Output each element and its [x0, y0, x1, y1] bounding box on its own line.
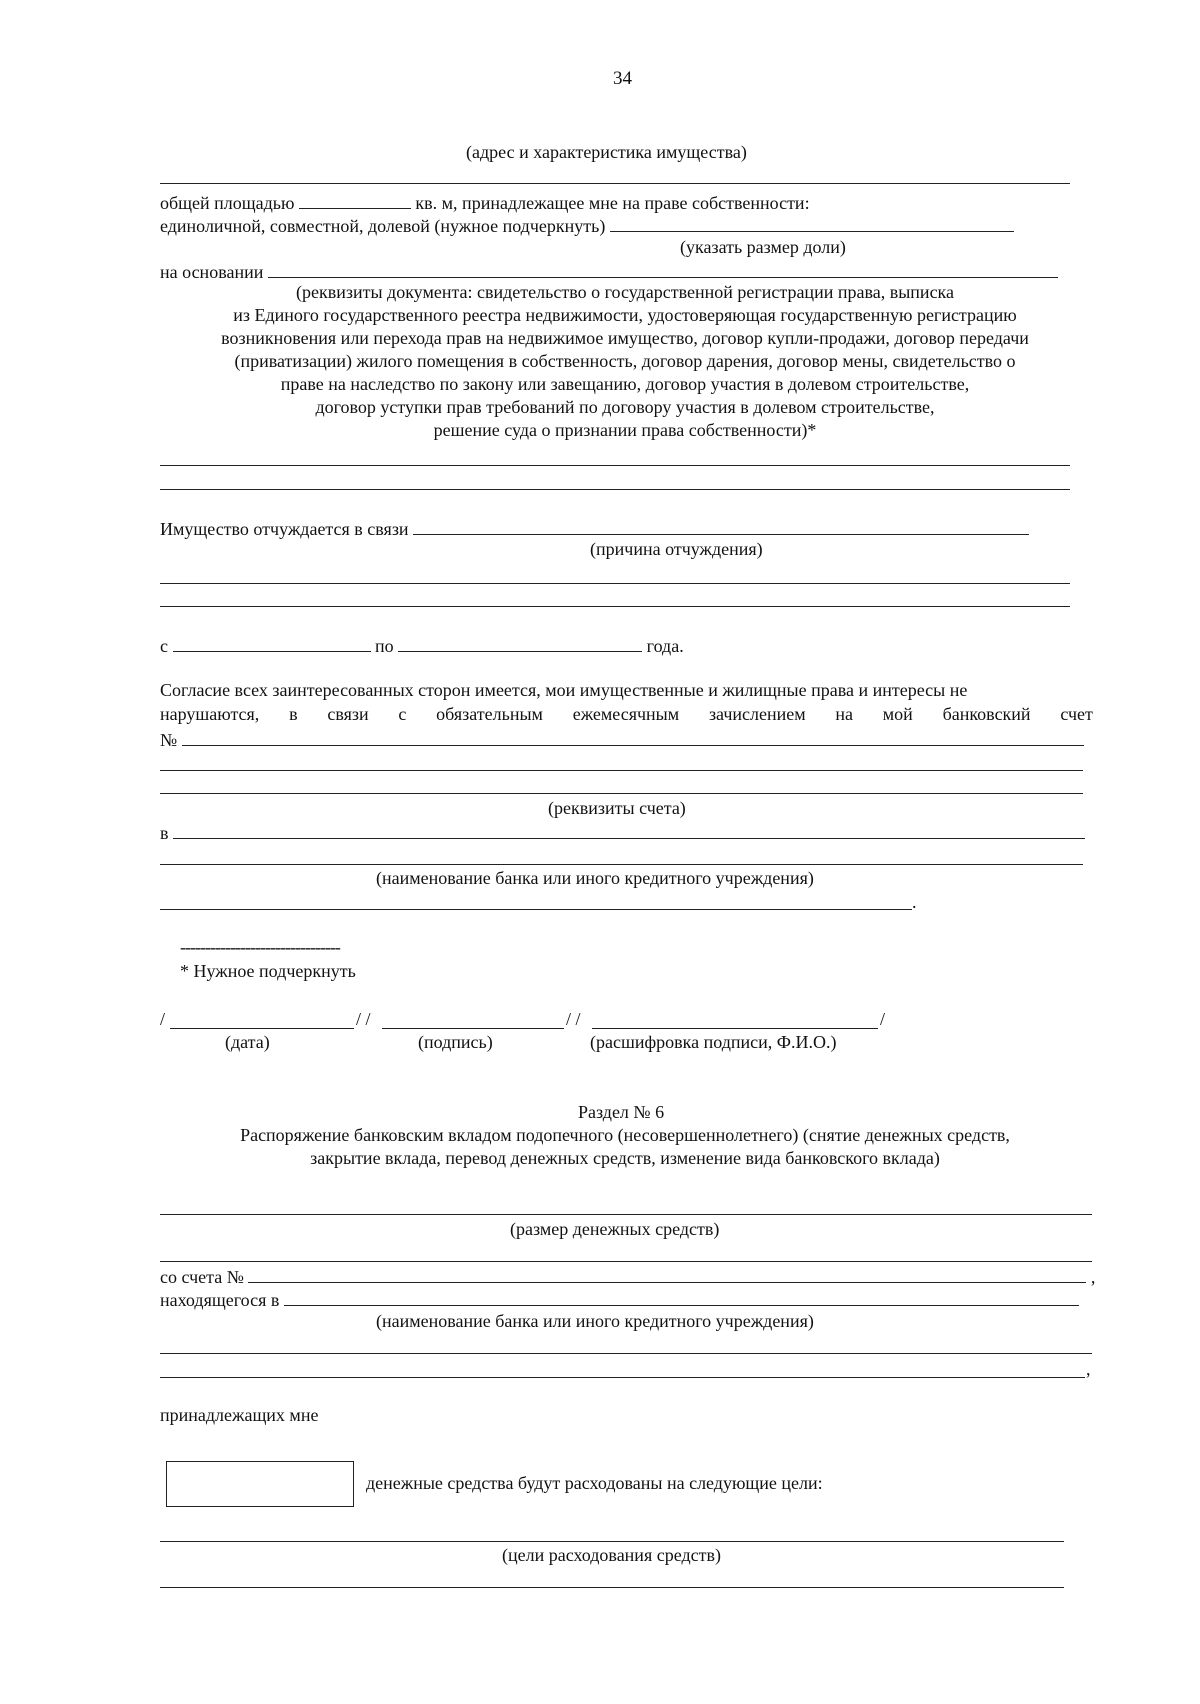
signature-field[interactable]	[382, 1028, 564, 1029]
section6-subtitle-2: закрытие вклада, перевод денежных средств, изменение вида банковского вклада)	[310, 1148, 940, 1168]
purpose-caption: (цели расходования средств)	[502, 1545, 721, 1565]
belonging-label: принадлежащих мне	[160, 1405, 319, 1425]
consent-word: с	[398, 704, 407, 724]
account-no-label: №	[160, 730, 178, 750]
footnote: * Нужное подчеркнуть	[180, 961, 356, 981]
sig-slash-start: /	[160, 1009, 166, 1029]
basis-caption-line-3: возникновения или перехода прав на недвижимое имущество, договор купли-продажи, договор передачи	[221, 328, 1029, 348]
account-caption: (реквизиты счета)	[548, 798, 686, 818]
ownership-text: единоличной, совместной, долевой (нужное подчеркнуть)	[160, 216, 606, 236]
purpose-line-2[interactable]	[160, 1587, 1064, 1588]
located-row	[160, 1287, 1079, 1311]
period-row	[160, 633, 684, 657]
from-account-label: со счета №	[160, 1267, 244, 1287]
to-date-field[interactable]	[398, 633, 642, 652]
to-label: по	[375, 636, 394, 656]
account-line-1[interactable]	[160, 770, 1083, 771]
section6-bank-caption: (наименование банка или иного кредитного учреждения)	[376, 1311, 814, 1331]
share-field[interactable]	[610, 213, 1014, 232]
date-caption: (дата)	[225, 1032, 270, 1052]
bank-caption: (наименование банка или иного кредитного учреждения)	[376, 868, 814, 888]
basis-label: на основании	[160, 262, 264, 282]
from-account-row	[160, 1264, 1095, 1288]
alienation-row	[160, 516, 1029, 540]
from-date-field[interactable]	[173, 633, 371, 652]
bank-line-3[interactable]	[160, 1353, 1092, 1354]
bank-line-2[interactable]	[160, 909, 912, 910]
page-number: 34	[613, 68, 632, 89]
basis-caption-line-7: решение суда о признании права собственности)*	[433, 420, 817, 440]
alienation-field[interactable]	[413, 516, 1029, 535]
consent-word: обязательным	[436, 704, 543, 724]
bank-period: .	[912, 892, 917, 912]
consent-line-2	[160, 703, 1093, 725]
consent-word: на	[835, 704, 853, 724]
area-field[interactable]	[299, 190, 411, 209]
area-suffix: кв. м, принадлежащее мне на праве собственности:	[415, 193, 810, 213]
amount-caption: (размер денежных средств)	[510, 1219, 720, 1239]
basis-caption-line-1: (реквизиты документа: свидетельство о государственной регистрации права, выписка	[295, 282, 955, 302]
year-label: года.	[646, 636, 684, 656]
property-line	[160, 183, 1070, 184]
located-in-label: находящегося в	[160, 1290, 280, 1310]
alienation-label: Имущество отчуждается в связи	[160, 519, 409, 539]
name-field[interactable]	[592, 1028, 878, 1029]
consent-word: счет	[1060, 704, 1093, 724]
checkbox-purpose[interactable]	[166, 1461, 354, 1507]
basis-caption-line-6: договор уступки прав требований по договору участия в долевом строительстве,	[315, 397, 935, 417]
name-caption: (расшифровка подписи, Ф.И.О.)	[590, 1032, 837, 1052]
bank-line-4[interactable]	[160, 1377, 1085, 1378]
alienation-line-2[interactable]	[160, 606, 1070, 607]
area-row	[160, 190, 810, 214]
basis-field[interactable]	[268, 259, 1058, 278]
bank-line[interactable]	[160, 864, 1083, 865]
consent-word: мой	[882, 704, 913, 724]
consent-word: банковский	[942, 704, 1031, 724]
basis-row	[160, 259, 1058, 283]
basis-caption-line-5: праве на наследство по закону или завещанию, договор участия в долевом строительстве,	[280, 374, 970, 394]
sig-slash-end: /	[880, 1009, 886, 1029]
purpose-field[interactable]	[160, 1541, 1064, 1542]
located-bank-field[interactable]	[284, 1287, 1079, 1306]
property-caption: (адрес и характеристика имущества)	[466, 142, 747, 162]
consent-word: нарушаются,	[160, 704, 260, 724]
account-field[interactable]	[182, 727, 1084, 746]
alienation-caption: (причина отчуждения)	[590, 539, 763, 559]
comma: ,	[1090, 1267, 1096, 1287]
alienation-line-1[interactable]	[160, 583, 1070, 584]
purpose-text: денежные средства будут расходованы на следующие цели:	[366, 1473, 823, 1493]
basis-line-1[interactable]	[160, 465, 1070, 466]
bank-field[interactable]	[173, 820, 1085, 839]
basis-caption-line-2: из Единого государственного реестра недвижимости, удостоверяющая государственную регистрацию	[233, 305, 1017, 325]
ownership-row	[160, 213, 1014, 237]
amount-line-2[interactable]	[160, 1261, 1092, 1262]
consent-word: связи	[327, 704, 369, 724]
consent-word: зачислением	[708, 704, 806, 724]
from-account-field[interactable]	[248, 1264, 1086, 1283]
from-label: с	[160, 636, 168, 656]
account-row	[160, 727, 1084, 751]
consent-word: в	[289, 704, 298, 724]
basis-caption-line-4: (приватизации) жилого помещения в собственность, договор дарения, договор мены, свидетельство о	[234, 351, 1016, 371]
section6-title: Раздел № 6	[578, 1102, 665, 1122]
comma-2: ,	[1086, 1359, 1091, 1379]
consent-word: ежемесячным	[572, 704, 680, 724]
section6-subtitle-1: Распоряжение банковским вкладом подопечного (несовершеннолетнего) (снятие денежных средств,	[240, 1125, 1010, 1145]
consent-line-1: Согласие всех заинтересованных сторон имеется, мои имущественные и жилищные права и интересы не	[160, 680, 968, 700]
sig-double-slash-1: / /	[356, 1009, 371, 1029]
date-sign-field[interactable]	[170, 1028, 354, 1029]
in-label: в	[160, 823, 169, 843]
area-prefix: общей площадью	[160, 193, 295, 213]
share-caption: (указать размер доли)	[680, 237, 846, 257]
bank-row	[160, 820, 1085, 844]
amount-field[interactable]	[160, 1214, 1092, 1215]
signature-caption: (подпись)	[418, 1032, 493, 1052]
sig-double-slash-2: / /	[566, 1009, 581, 1029]
basis-line-2[interactable]	[160, 489, 1070, 490]
account-line-2[interactable]	[160, 793, 1083, 794]
footnote-rule: --------------------------------	[180, 937, 340, 957]
